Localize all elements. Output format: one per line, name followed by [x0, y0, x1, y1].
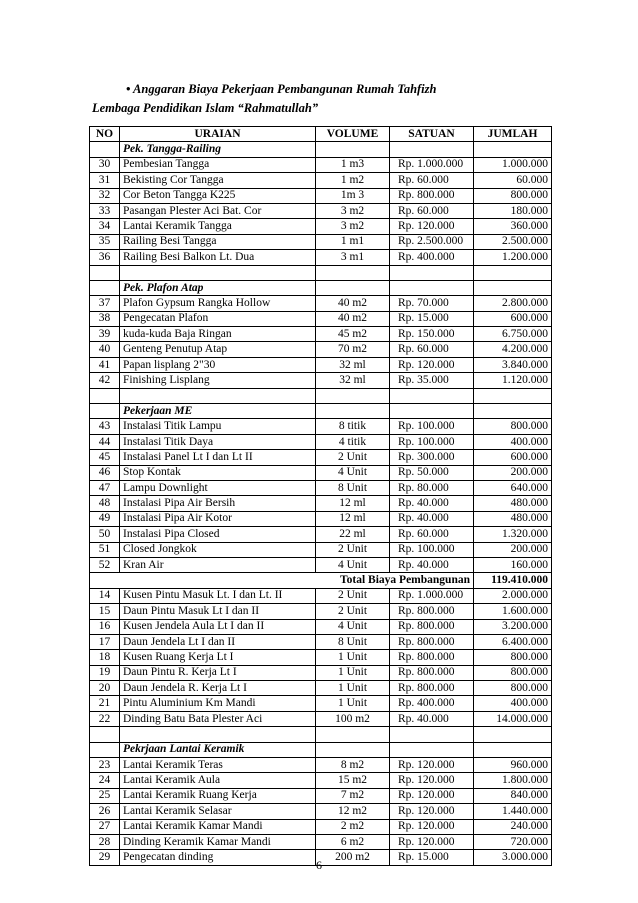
cell-satuan: Rp. 40.000	[390, 496, 474, 511]
cell-no: 51	[90, 542, 120, 557]
page-number: 6	[316, 858, 322, 872]
blank-row	[90, 388, 552, 403]
cell-jumlah	[474, 742, 552, 757]
cell-satuan: Rp. 120.000	[390, 758, 474, 773]
cell-volume: 1 m2	[316, 173, 390, 188]
cell-no: 43	[90, 419, 120, 434]
cell-volume	[316, 142, 390, 157]
cell-no: 48	[90, 496, 120, 511]
cell-uraian: Pintu Aluminium Km Mandi	[120, 696, 316, 711]
heading-line-2: Lembaga Pendidikan Islam “Rahmatullah”	[92, 101, 319, 115]
cell-uraian: Papan lisplang 2"30	[120, 357, 316, 372]
cell-volume: 8 titik	[316, 419, 390, 434]
cell-jumlah: 2.500.000	[474, 234, 552, 249]
blank-row	[90, 727, 552, 742]
cell-jumlah: 600.000	[474, 450, 552, 465]
header-no: NO	[90, 127, 120, 142]
section-row	[90, 404, 552, 419]
cell-jumlah: 600.000	[474, 311, 552, 326]
table-body	[90, 142, 552, 865]
cell-no: 50	[90, 527, 120, 542]
table-row	[90, 450, 552, 465]
cell-uraian: Genteng Penutup Atap	[120, 342, 316, 357]
cell-jumlah: 1.800.000	[474, 773, 552, 788]
cell-volume: 1 m1	[316, 234, 390, 249]
cell-satuan: Rp. 800.000	[390, 619, 474, 634]
section-row	[90, 142, 552, 157]
table-row	[90, 342, 552, 357]
cell-volume	[316, 742, 390, 757]
table-row	[90, 665, 552, 680]
cell-jumlah	[474, 142, 552, 157]
blank-row	[90, 265, 552, 280]
cell-volume: 2 m2	[316, 819, 390, 834]
header-volume: VOLUME	[316, 127, 390, 142]
table-row	[90, 527, 552, 542]
cell-satuan: Rp. 1.000.000	[390, 588, 474, 603]
cell-uraian: Instalasi Pipa Closed	[120, 527, 316, 542]
table-row	[90, 834, 552, 849]
table-row	[90, 696, 552, 711]
cell-jumlah	[474, 404, 552, 419]
cell-satuan: Rp. 60.000	[390, 342, 474, 357]
cell-satuan: Rp. 120.000	[390, 773, 474, 788]
cell-volume	[316, 280, 390, 295]
cell-jumlah	[474, 727, 552, 742]
cell-uraian: Lampu Downlight	[120, 480, 316, 495]
cell-volume: 8 Unit	[316, 634, 390, 649]
cell-no: 19	[90, 665, 120, 680]
cell-satuan	[390, 742, 474, 757]
cell-no: 16	[90, 619, 120, 634]
cell-uraian: Bekisting Cor Tangga	[120, 173, 316, 188]
cell-uraian: Lantai Keramik Ruang Kerja	[120, 788, 316, 803]
cell-uraian: Lantai Keramik Tangga	[120, 219, 316, 234]
cell-satuan: Rp. 800.000	[390, 634, 474, 649]
cell-volume: 3 m2	[316, 203, 390, 218]
cell-jumlah: 400.000	[474, 696, 552, 711]
table-row	[90, 634, 552, 649]
header-uraian: URAIAN	[120, 127, 316, 142]
cell-satuan: Rp. 40.000	[390, 711, 474, 726]
cell-jumlah: 1.000.000	[474, 157, 552, 172]
cell-satuan: Rp. 800.000	[390, 681, 474, 696]
cell-volume: 7 m2	[316, 788, 390, 803]
cell-no: 44	[90, 434, 120, 449]
cell-uraian	[120, 388, 316, 403]
cell-satuan: Rp. 120.000	[390, 357, 474, 372]
cell-volume: 22 ml	[316, 527, 390, 542]
cell-no: 28	[90, 834, 120, 849]
cell-satuan	[390, 727, 474, 742]
cell-no: 38	[90, 311, 120, 326]
cell-satuan: Rp. 40.000	[390, 557, 474, 572]
cell-jumlah: 400.000	[474, 434, 552, 449]
cell-jumlah: 60.000	[474, 173, 552, 188]
cell-jumlah: 6.400.000	[474, 634, 552, 649]
table-row	[90, 465, 552, 480]
cell-no: 27	[90, 819, 120, 834]
cell-satuan: Rp. 120.000	[390, 804, 474, 819]
total-amount: 119.410.000	[474, 573, 552, 588]
table-row	[90, 804, 552, 819]
cell-uraian: Daun Pintu Masuk Lt I dan II	[120, 604, 316, 619]
cell-uraian	[120, 727, 316, 742]
cell-satuan	[390, 404, 474, 419]
table-row	[90, 157, 552, 172]
cell-uraian: Cor Beton Tangga K225	[120, 188, 316, 203]
table-row	[90, 480, 552, 495]
cell-volume: 40 m2	[316, 311, 390, 326]
table-row	[90, 711, 552, 726]
table-row	[90, 373, 552, 388]
cell-no: 46	[90, 465, 120, 480]
cell-volume: 2 Unit	[316, 588, 390, 603]
cell-jumlah: 2.800.000	[474, 296, 552, 311]
table-row	[90, 496, 552, 511]
cell-satuan	[390, 280, 474, 295]
cell-no: 26	[90, 804, 120, 819]
cell-jumlah: 360.000	[474, 219, 552, 234]
cell-uraian: Daun Jendela R. Kerja Lt I	[120, 681, 316, 696]
cell-volume: 12 ml	[316, 511, 390, 526]
cell-uraian: Kusen Pintu Masuk Lt. I dan Lt. II	[120, 588, 316, 603]
cell-volume: 6 m2	[316, 834, 390, 849]
cell-jumlah: 200.000	[474, 542, 552, 557]
cell-satuan: Rp. 300.000	[390, 450, 474, 465]
table-row	[90, 619, 552, 634]
cell-satuan: Rp. 800.000	[390, 188, 474, 203]
cell-uraian: Instalasi Titik Daya	[120, 434, 316, 449]
cell-satuan: Rp. 35.000	[390, 373, 474, 388]
cell-satuan: Rp. 800.000	[390, 665, 474, 680]
total-row	[90, 573, 552, 588]
cell-volume: 1 Unit	[316, 650, 390, 665]
cell-volume: 45 m2	[316, 327, 390, 342]
table-row	[90, 758, 552, 773]
cell-no: 52	[90, 557, 120, 572]
cell-no: 21	[90, 696, 120, 711]
cell-satuan: Rp. 50.000	[390, 465, 474, 480]
cell-uraian: Stop Kontak	[120, 465, 316, 480]
table-row	[90, 788, 552, 803]
cell-volume: 2 Unit	[316, 604, 390, 619]
total-label: Total Biaya Pembangunan	[90, 573, 474, 588]
cell-satuan	[390, 388, 474, 403]
cell-no	[90, 742, 120, 757]
cell-jumlah: 1.600.000	[474, 604, 552, 619]
cell-no: 30	[90, 157, 120, 172]
cell-jumlah: 1.320.000	[474, 527, 552, 542]
cell-no: 24	[90, 773, 120, 788]
table-row	[90, 511, 552, 526]
cell-uraian	[120, 265, 316, 280]
cell-no: 35	[90, 234, 120, 249]
cell-jumlah: 3.000.000	[474, 850, 552, 865]
cell-volume: 1 m3	[316, 157, 390, 172]
cell-uraian: Finishing Lisplang	[120, 373, 316, 388]
cell-uraian: Daun Pintu R. Kerja Lt I	[120, 665, 316, 680]
cell-jumlah: 480.000	[474, 511, 552, 526]
cell-no: 22	[90, 711, 120, 726]
cell-no: 31	[90, 173, 120, 188]
cell-uraian: Lantai Keramik Aula	[120, 773, 316, 788]
cell-no: 25	[90, 788, 120, 803]
cell-volume: 32 ml	[316, 373, 390, 388]
cell-satuan: Rp. 60.000	[390, 203, 474, 218]
header-jumlah: JUMLAH	[474, 127, 552, 142]
cell-satuan: Rp. 120.000	[390, 834, 474, 849]
cell-jumlah: 800.000	[474, 665, 552, 680]
cell-satuan: Rp. 100.000	[390, 434, 474, 449]
cell-uraian: Daun Jendela Lt I dan II	[120, 634, 316, 649]
cell-no	[90, 388, 120, 403]
header-satuan: SATUAN	[390, 127, 474, 142]
cell-uraian: Railing Besi Balkon Lt. Dua	[120, 250, 316, 265]
section-row	[90, 280, 552, 295]
cell-jumlah: 1.120.000	[474, 373, 552, 388]
cell-satuan: Rp. 100.000	[390, 419, 474, 434]
cell-satuan: Rp. 40.000	[390, 511, 474, 526]
cell-volume: 15 m2	[316, 773, 390, 788]
table-row	[90, 188, 552, 203]
cell-no: 18	[90, 650, 120, 665]
cell-no	[90, 727, 120, 742]
cell-volume	[316, 727, 390, 742]
cell-jumlah	[474, 280, 552, 295]
cell-jumlah: 800.000	[474, 681, 552, 696]
cell-jumlah: 720.000	[474, 834, 552, 849]
table-row	[90, 219, 552, 234]
cell-uraian: Dinding Batu Bata Plester Aci	[120, 711, 316, 726]
cell-volume: 8 m2	[316, 758, 390, 773]
cell-section-title: Pekerjaan ME	[120, 404, 316, 419]
cell-satuan: Rp. 2.500.000	[390, 234, 474, 249]
cell-jumlah: 800.000	[474, 650, 552, 665]
cell-volume: 1 Unit	[316, 681, 390, 696]
cell-uraian: Plafon Gypsum Rangka Hollow	[120, 296, 316, 311]
cell-jumlah: 6.750.000	[474, 327, 552, 342]
cell-satuan: Rp. 800.000	[390, 650, 474, 665]
table-row	[90, 773, 552, 788]
cell-no: 36	[90, 250, 120, 265]
cell-no	[90, 142, 120, 157]
table-row	[90, 203, 552, 218]
table-row	[90, 542, 552, 557]
cell-volume: 1 Unit	[316, 696, 390, 711]
cell-uraian: Railing Besi Tangga	[120, 234, 316, 249]
cell-volume: 2 Unit	[316, 450, 390, 465]
cell-uraian: Pasangan Plester Aci Bat. Cor	[120, 203, 316, 218]
cell-no: 40	[90, 342, 120, 357]
cell-jumlah	[474, 388, 552, 403]
cell-volume: 4 Unit	[316, 465, 390, 480]
cell-satuan	[390, 142, 474, 157]
table-row	[90, 604, 552, 619]
cell-volume: 70 m2	[316, 342, 390, 357]
cell-uraian: Instalasi Pipa Air Kotor	[120, 511, 316, 526]
cell-uraian: Instalasi Pipa Air Bersih	[120, 496, 316, 511]
cell-uraian: Closed Jongkok	[120, 542, 316, 557]
cell-no	[90, 280, 120, 295]
cell-section-title: Pek. Plafon Atap	[120, 280, 316, 295]
table-row	[90, 434, 552, 449]
cell-volume: 1m 3	[316, 188, 390, 203]
cell-jumlah: 240.000	[474, 819, 552, 834]
cell-jumlah: 800.000	[474, 419, 552, 434]
cell-uraian: Instalasi Titik Lampu	[120, 419, 316, 434]
cell-satuan: Rp. 100.000	[390, 542, 474, 557]
cell-uraian: Lantai Keramik Kamar Mandi	[120, 819, 316, 834]
cell-volume: 32 ml	[316, 357, 390, 372]
table-row	[90, 357, 552, 372]
table-row	[90, 296, 552, 311]
cell-no: 47	[90, 480, 120, 495]
cell-satuan: Rp. 150.000	[390, 327, 474, 342]
cell-volume	[316, 404, 390, 419]
cell-no: 39	[90, 327, 120, 342]
cell-uraian: Kusen Ruang Kerja Lt I	[120, 650, 316, 665]
table-row	[90, 819, 552, 834]
cell-satuan: Rp. 800.000	[390, 604, 474, 619]
cell-jumlah: 180.000	[474, 203, 552, 218]
cell-jumlah: 2.000.000	[474, 588, 552, 603]
cell-uraian: kuda-kuda Baja Ringan	[120, 327, 316, 342]
table-row	[90, 557, 552, 572]
cell-volume	[316, 265, 390, 280]
table-row	[90, 650, 552, 665]
cell-jumlah: 14.000.000	[474, 711, 552, 726]
cell-jumlah: 1.200.000	[474, 250, 552, 265]
cell-no: 33	[90, 203, 120, 218]
cell-no: 45	[90, 450, 120, 465]
cell-uraian: Lantai Keramik Teras	[120, 758, 316, 773]
cell-no: 23	[90, 758, 120, 773]
table-row	[90, 234, 552, 249]
cell-satuan: Rp. 120.000	[390, 788, 474, 803]
cell-volume: 4 Unit	[316, 619, 390, 634]
table-row	[90, 588, 552, 603]
cell-jumlah: 640.000	[474, 480, 552, 495]
cell-satuan: Rp. 400.000	[390, 696, 474, 711]
cell-jumlah: 3.840.000	[474, 357, 552, 372]
cell-satuan: Rp. 15.000	[390, 850, 474, 865]
cell-no: 41	[90, 357, 120, 372]
cell-satuan: Rp. 400.000	[390, 250, 474, 265]
cell-volume: 4 titik	[316, 434, 390, 449]
cell-jumlah: 200.000	[474, 465, 552, 480]
cell-volume: 3 m2	[316, 219, 390, 234]
cell-no	[90, 265, 120, 280]
cell-jumlah	[474, 265, 552, 280]
cell-no: 29	[90, 850, 120, 865]
cell-no	[90, 404, 120, 419]
cell-no: 49	[90, 511, 120, 526]
cell-satuan: Rp. 60.000	[390, 173, 474, 188]
cell-no: 32	[90, 188, 120, 203]
cell-satuan: Rp. 120.000	[390, 219, 474, 234]
cell-satuan: Rp. 120.000	[390, 819, 474, 834]
cell-volume	[316, 388, 390, 403]
cell-volume: 12 m2	[316, 804, 390, 819]
cell-jumlah: 800.000	[474, 188, 552, 203]
cell-satuan: Rp. 70.000	[390, 296, 474, 311]
heading-line-1: • Anggaran Biaya Pekerjaan Pembangunan Rumah Tahfizh	[126, 82, 437, 96]
cell-jumlah: 480.000	[474, 496, 552, 511]
table-row	[90, 173, 552, 188]
cell-volume: 4 Unit	[316, 557, 390, 572]
cell-no: 34	[90, 219, 120, 234]
cell-volume: 40 m2	[316, 296, 390, 311]
cell-uraian: Instalasi Panel Lt I dan Lt II	[120, 450, 316, 465]
table-header-row	[90, 127, 552, 142]
cell-volume: 8 Unit	[316, 480, 390, 495]
section-row	[90, 742, 552, 757]
cell-uraian: Pengecatan Plafon	[120, 311, 316, 326]
cell-section-title: Pekrjaan Lantai Keramik	[120, 742, 316, 757]
cell-satuan: Rp. 1.000.000	[390, 157, 474, 172]
cell-no: 42	[90, 373, 120, 388]
cell-uraian: Kran Air	[120, 557, 316, 572]
cell-jumlah: 160.000	[474, 557, 552, 572]
cell-jumlah: 3.200.000	[474, 619, 552, 634]
cell-uraian: Dinding Keramik Kamar Mandi	[120, 834, 316, 849]
document-heading	[92, 80, 562, 118]
cell-no: 15	[90, 604, 120, 619]
cell-jumlah: 960.000	[474, 758, 552, 773]
table-row	[90, 250, 552, 265]
cell-volume: 3 m1	[316, 250, 390, 265]
cell-uraian: Pembesian Tangga	[120, 157, 316, 172]
cell-section-title: Pek. Tangga-Railing	[120, 142, 316, 157]
cell-volume: 100 m2	[316, 711, 390, 726]
cell-uraian: Kusen Jendela Aula Lt I dan II	[120, 619, 316, 634]
table-row	[90, 419, 552, 434]
cell-volume: 2 Unit	[316, 542, 390, 557]
cell-volume: 200 m2	[316, 850, 390, 865]
cell-no: 20	[90, 681, 120, 696]
table-row	[90, 681, 552, 696]
cell-jumlah: 840.000	[474, 788, 552, 803]
cell-uraian: Lantai Keramik Selasar	[120, 804, 316, 819]
cell-no: 17	[90, 634, 120, 649]
cell-uraian: Pengecatan dinding	[120, 850, 316, 865]
cell-no: 14	[90, 588, 120, 603]
cell-jumlah: 1.440.000	[474, 804, 552, 819]
cell-satuan: Rp. 15.000	[390, 311, 474, 326]
cell-jumlah: 4.200.000	[474, 342, 552, 357]
cell-volume: 1 Unit	[316, 665, 390, 680]
cell-satuan: Rp. 80.000	[390, 480, 474, 495]
cell-satuan	[390, 265, 474, 280]
table-row	[90, 311, 552, 326]
budget-table	[89, 126, 552, 866]
cell-no: 37	[90, 296, 120, 311]
cell-volume: 12 ml	[316, 496, 390, 511]
cell-satuan: Rp. 60.000	[390, 527, 474, 542]
table-row	[90, 327, 552, 342]
